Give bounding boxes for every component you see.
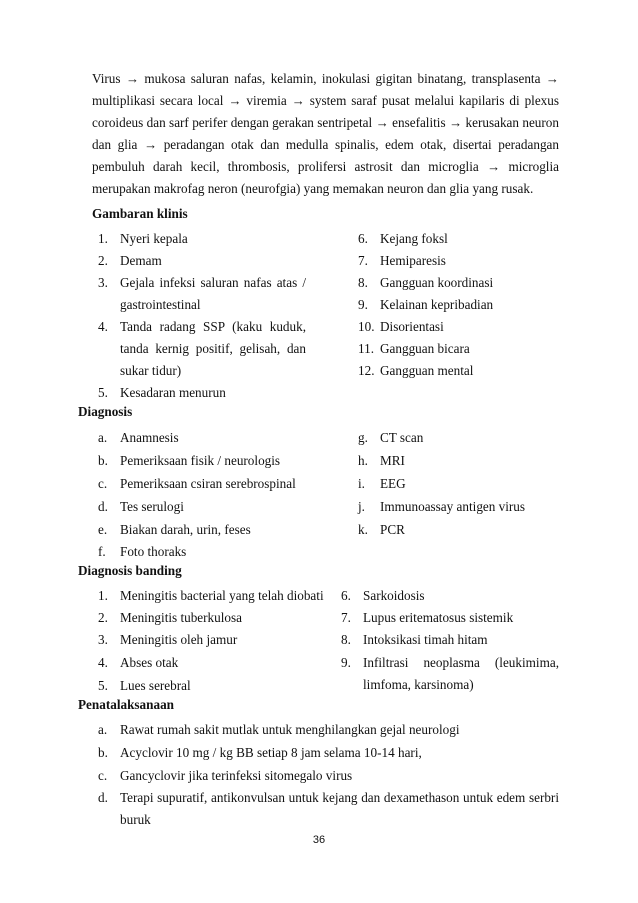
list-item: 4. Tanda radang SSP (kaku kuduk, tanda kernig positif, gelisah, dan sukar tidur) bbox=[98, 319, 306, 378]
list-item: 3. Gejala infeksi saluran nafas atas / gastrointestinal bbox=[98, 275, 306, 312]
heading-diagnosis: Diagnosis bbox=[78, 404, 133, 419]
intro-text: Virus → mukosa saluran nafas, kelamin, inokulasi gigitan binatang, transplasenta → multiplikasi secara local → viremia → system saraf pusat melalui kapilaris di plexus coroideus dan sarf perifer dengan gerakan sentripetal → ensefalitis → kerusakan neuron dan glia → peradangan otak dan medulla spinalis, edem otak, disertai peradangan pembuluh darah kecil, thrombosis, prolifersi astrosit dan microglia → microglia merupakan makrofag neron (neurofgia) yang memakan neuron dan glia yang rusak. bbox=[92, 71, 559, 196]
intro-paragraph bbox=[92, 68, 559, 200]
heading-diagnosis-banding: Diagnosis banding bbox=[78, 563, 182, 578]
list-item: d. Terapi supuratif, antikonvulsan untuk kejang dan dexamethason untuk edem serbri buruk bbox=[98, 790, 559, 827]
list-item: 9. Infiltrasi neoplasma (leukimima, limfoma, karsinoma) bbox=[341, 655, 559, 692]
document-page: Virus → mukosa saluran nafas, kelamin, inokulasi gigitan binatang, transplasenta → multiplikasi secara local → viremia → system saraf pusat melalui kapilaris di plexus coroideus dan sarf perifer dengan gerakan sentripetal → ensefalitis → kerusakan neuron dan glia → peradangan otak dan medulla spinalis, edem otak, disertai peradangan pembuluh darah kecil, thrombosis, prolifersi astrosit dan microglia → microglia merupakan makrofag neron (neurofgia) yang memakan neuron dan glia yang rusak. Gambaran klinis 1. Nyeri kepala 2. Demam 3. Gejala infeksi saluran nafas atas / gastrointestinal 4. Tanda radang SSP (kaku kuduk, tanda kernig positif, gelisah, dan sukar tidur) 5. Kesadaran menurun 6. Kejang foksl 7. Hemiparesis 8. Gangguan koordinasi 9. Kelainan kepribadian 10. Disorientasi 11. Gangguan bicara 12. Gangguan mental Diagnosis a. Anamnesis b. Pemeriksaan fisik / neurologis c. Pemeriksaan csiran serebrospinal d. Tes serulogi e. Biakan darah, urin, feses f. Foto thoraks g. CT scan h. MRI i. EEG j. Immunoassay antigen virus k. PCR Diagnosis banding 1. Meningitis bacterial yang telah diobati 2. Meningitis tuberkulosa 3. Meningitis oleh jamur 4. Abses otak 5. Lues serebral 6. Sarkoidosis 7. Lupus eritematosus sistemik 8. Intoksikasi timah hitam 9. Infiltrasi neoplasma (leukimima, limfoma, karsinoma) Penatalaksanaan a. Rawat rumah sakit mutlak untuk menghilangkan gejal neurologi b. Acyclovir 10 mg / kg BB setiap 8 jam selama 10-14 hari, c. Gancyclovir jika terinfeksi sitomegalo virus d. Terapi supuratif, antikonvulsan untuk kejang dan dexamethason untuk edem serbri buruk 36 bbox=[0, 0, 638, 903]
heading-gambaran-klinis: Gambaran klinis bbox=[92, 206, 188, 221]
heading-penatalaksanaan: Penatalaksanaan bbox=[78, 697, 174, 712]
page-number: 36 bbox=[312, 834, 326, 846]
